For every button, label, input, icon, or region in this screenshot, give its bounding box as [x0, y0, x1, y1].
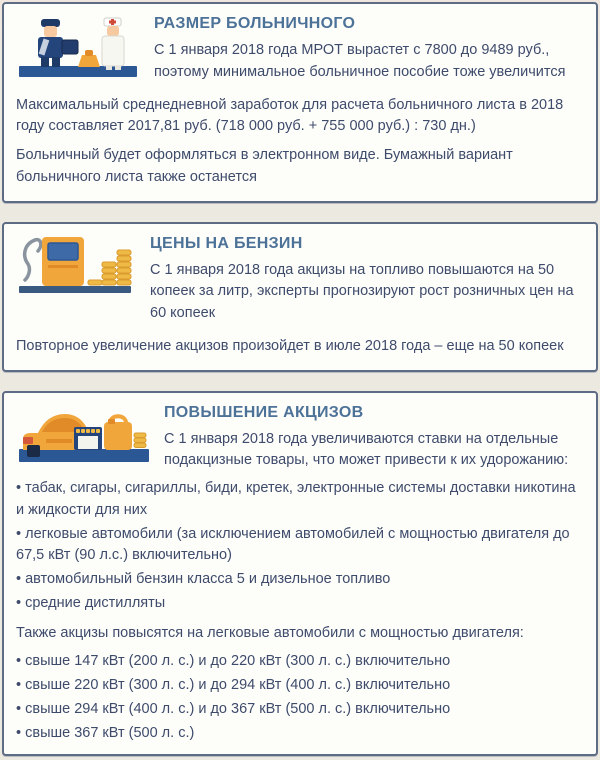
card-excise-increase-header — [16, 400, 584, 477]
card-gas-prices-text — [150, 231, 584, 329]
engine-power-subheading: Также акцизы повысятся на легковые автомобили с мощностью двигателя: — [16, 624, 524, 641]
list-item: • свыше 294 кВт (400 л. с.) и до 367 кВт (500 л. с.) включительно — [16, 699, 584, 721]
card-title: ПОВЫШЕНИЕ АКЦИЗОВ — [164, 403, 364, 421]
card-intro: С 1 января 2018 года акцизы на топливо повышаются на 50 копеек за литр, эксперты прогнозируют рост розничных цен на 60 копеек — [150, 261, 574, 321]
card-intro: С 1 января 2018 года увеличиваются ставки на отдельные подакцизные товары, что может привести к их удорожанию: — [164, 430, 569, 469]
car-excise-goods-icon — [18, 403, 150, 470]
card-paragraph: Больничный будет оформляться в электронном виде. Бумажный вариант больничного листа также останется — [16, 147, 513, 185]
list-item: • свыше 147 кВт (200 л. с.) и до 220 кВт (300 л. с.) включительно — [16, 651, 584, 673]
card-gas-prices-header — [16, 231, 584, 329]
list-item: • свыше 220 кВт (300 л. с.) и до 294 кВт (400 л. с.) включительно — [16, 675, 584, 697]
list-item: • табак, сигары, сигариллы, биди, кретек, электронные системы доставки никотина и жидкости для них — [16, 478, 584, 522]
list-item: • легковые автомобили (за исключением автомобилей с мощностью двигателя до 67,5 кВт (90 л.с.) включительно) — [16, 524, 584, 568]
fuel-pump-coins-icon — [18, 234, 136, 301]
worker-and-doctor-icon — [18, 14, 140, 85]
list-item: • свыше 367 кВт (500 л. с.) — [16, 723, 584, 745]
card-title: ЦЕНЫ НА БЕНЗИН — [150, 234, 303, 252]
worker-and-doctor-icon-svg — [18, 14, 140, 80]
card-gas-prices — [2, 222, 598, 372]
list-item: • средние дистилляты — [16, 593, 584, 615]
fuel-pump-coins-icon-svg — [18, 234, 136, 296]
card-excise-increase — [2, 391, 598, 757]
card-excise-increase-text — [164, 400, 584, 477]
car-excise-goods-icon-svg — [18, 403, 150, 465]
list-item: • автомобильный бензин класса 5 и дизельное топливо — [16, 569, 584, 591]
card-title: РАЗМЕР БОЛЬНИЧНОГО — [154, 15, 356, 32]
card-sick-leave-header — [16, 11, 584, 88]
card-paragraph: Повторное увеличение акцизов произойдет в июле 2018 года – еще на 50 копеек — [16, 337, 564, 354]
card-intro: С 1 января 2018 года МРОТ вырастет с 7800 до 9489 руб., поэтому минимальное больничное пособие тоже увеличится — [154, 42, 566, 80]
card-sick-leave-text — [154, 11, 584, 88]
card-paragraph: Максимальный среднедневной заработок для расчета больничного листа в 2018 году составляет 2017,81 руб. (718 000 руб. + 755 000 руб.) : 730 дн.) — [16, 96, 564, 135]
excise-goods-list — [16, 478, 584, 615]
card-sick-leave — [2, 2, 598, 203]
engine-power-list — [16, 651, 584, 744]
